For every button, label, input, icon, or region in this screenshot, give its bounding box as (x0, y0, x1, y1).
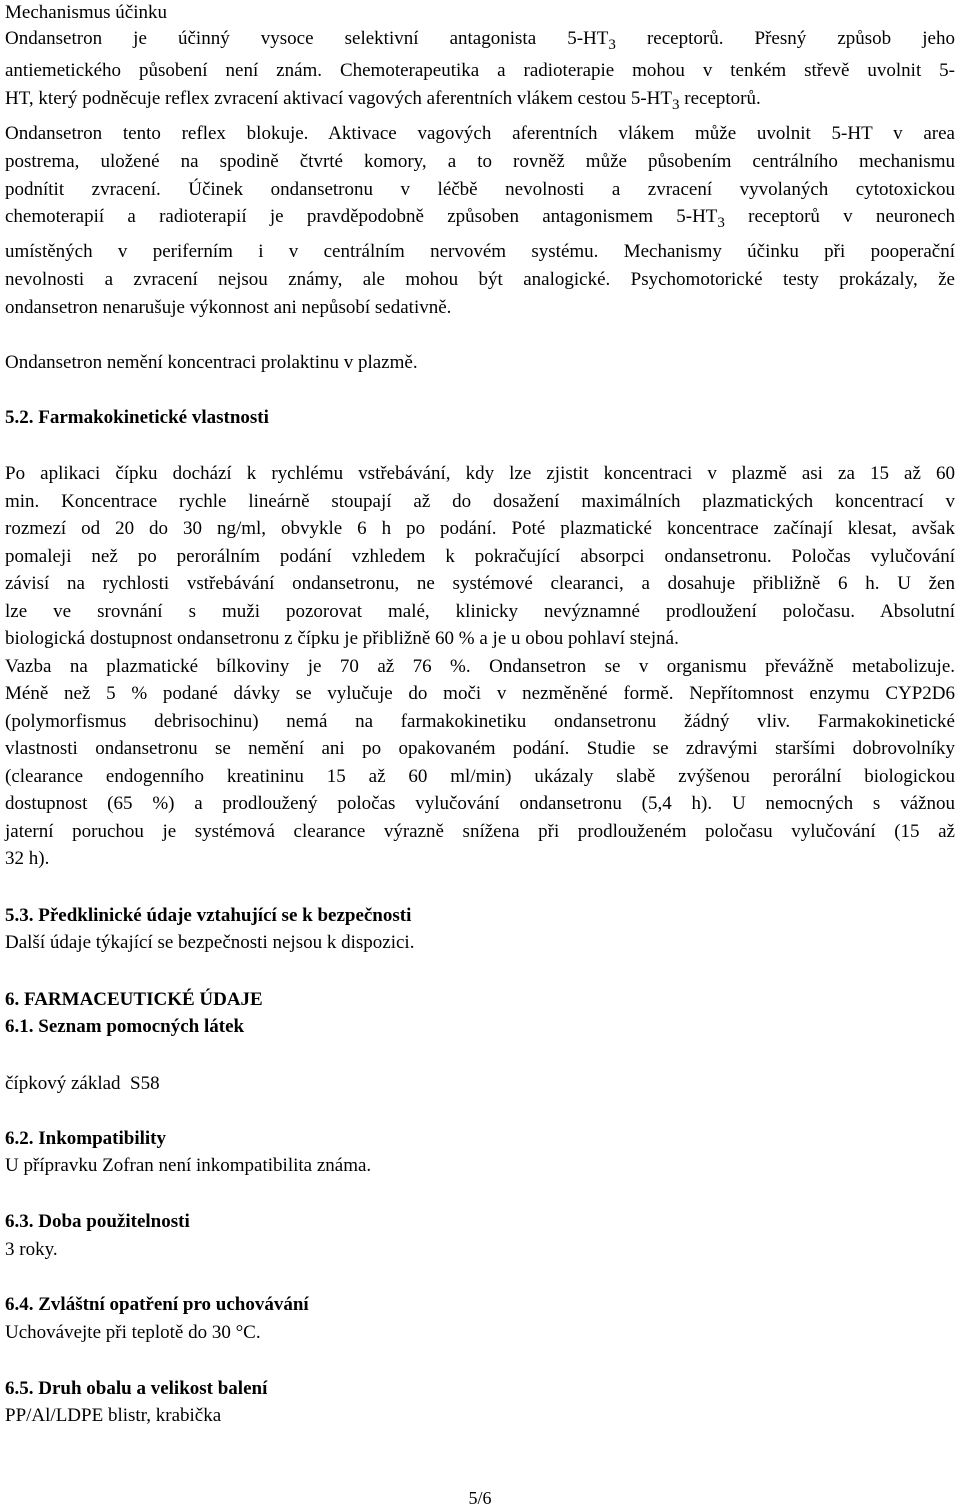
pk-line: Méně než 5 % podané dávky se vylučuje do moči v nezměněné formě. Nepřítomnost enzymu CYP2D6 (5, 683, 955, 704)
subscript: 3 (608, 37, 616, 53)
mechanism-text: chemoterapií a radioterapií je pravděpodobně způsoben antagonismem 5-HT (5, 206, 718, 227)
pk-line: (clearance endogenního kreatininu 15 až 60 ml/min) ukázaly slabě zvýšenou perorální biologickou (5, 766, 955, 787)
mechanism-line-3 (5, 86, 955, 112)
prolactin-text: Ondansetron nemění koncentraci prolaktinu v plazmě. (5, 352, 418, 373)
pk-line: biologická dostupnost ondansetronu z čípku je přibližně 60 % a je u obou pohlaví stejná. (5, 628, 679, 649)
incompat-heading: 6.2. Inkompatibility (5, 1128, 167, 1149)
mechanism-line-10: ondansetron nenarušuje výkonnost ani nepůsobí sedativně. (5, 297, 452, 318)
mechanism-line-1 (5, 26, 955, 52)
shelf-text: 3 roky. (5, 1239, 58, 1260)
pk-line: vlastnosti ondansetronu se nemění ani po opakovaném podání. Studie se zdravými staršími dobrovolníky (5, 738, 955, 759)
pack-text: PP/Al/LDPE blistr, krabička (5, 1405, 222, 1426)
pack-heading: 6.5. Druh obalu a velikost balení (5, 1378, 268, 1399)
pharm-heading: 6. FARMACEUTICKÉ ÚDAJE (5, 989, 263, 1010)
mechanism-line-8: umístěných v periferním i v centrálním nervovém systému. Mechanismy účinku při pooperační (5, 241, 955, 262)
mechanism-text: Ondansetron je účinný vysoce selektivní antagonista 5-HT (5, 28, 609, 49)
mechanism-line-2: antiemetického působení není znám. Chemoterapeutika a radioterapie mohou v tenkém střevě uvolnit 5- (5, 60, 955, 81)
subscript: 3 (672, 97, 680, 113)
page-number: 5/6 (468, 1488, 492, 1508)
pk-line: závisí na rychlosti vstřebávání ondansetronu, ne systémové clearanci, a dosahuje přibližně 6 h. U žen (5, 573, 955, 594)
pk-line: Vazba na plazmatické bílkoviny je 70 až 76 %. Ondansetron se v organismu převážně metabolizuje. (5, 656, 955, 677)
pk-line: rozmezí od 20 do 30 ng/ml, obvykle 6 h po podání. Poté plazmatické koncentrace začínají klesat, avšak (5, 518, 955, 539)
storage-text: Uchovávejte při teplotě do 30 °C. (5, 1322, 261, 1343)
mechanism-text: receptorů. (679, 88, 761, 109)
pk-line: min. Koncentrace rychle lineárně stoupají až do dosažení maximálních plazmatických koncentrací v (5, 491, 955, 512)
mechanism-line-4: Ondansetron tento reflex blokuje. Aktivace vagových aferentních vlákem může uvolnit 5-HT v area (5, 123, 955, 144)
pk-line: lze ve srovnání s muži pozorovat malé, klinicky nevýznamné prodloužení poločasu. Absolutní (5, 601, 955, 622)
mechanism-text: HT, který podněcuje reflex zvracení aktivací vagových aferentních vlákem cestou 5-HT (5, 88, 672, 109)
pk-line: pomaleji než po perorálním podání vzhledem k pokračující absorpci ondansetronu. Poločas vylučování (5, 546, 955, 567)
preclinical-heading: 5.3. Předklinické údaje vztahující se k bezpečnosti (5, 905, 412, 926)
excipients-text: čípkový základ S58 (5, 1073, 160, 1094)
mechanism-text: receptorů. Přesný způsob jeho (615, 28, 955, 49)
mechanism-line-7 (5, 204, 955, 230)
pk-line: (polymorfismus debrisochinu) nemá na farmakokinetiku ondansetronu žádný vliv. Farmakokinetické (5, 711, 955, 732)
preclinical-text: Další údaje týkající se bezpečnosti nejsou k dispozici. (5, 932, 415, 953)
mechanism-text: receptorů v neuronech (724, 206, 955, 227)
mechanism-line-6: podnítit zvracení. Účinek ondansetronu v léčbě nevolnosti a zvracení vyvolaných cytotoxickou (5, 179, 955, 200)
mechanism-line-9: nevolnosti a zvracení nejsou známy, ale mohou být analogické. Psychomotorické testy prokázaly, že (5, 269, 955, 290)
subscript: 3 (717, 215, 725, 231)
shelf-heading: 6.3. Doba použitelnosti (5, 1211, 190, 1232)
pk-line: jaterní poruchou je systémová clearance výrazně snížena při prodlouženém poločasu vylučování (15 až (5, 821, 955, 842)
excipients-heading: 6.1. Seznam pomocných látek (5, 1016, 245, 1037)
pk-line: 32 h). (5, 848, 50, 869)
mechanism-line-5: postrema, uložené na spodině čtvrté komory, a to rovněž může působením centrálního mechanismu (5, 151, 955, 172)
pk-line: dostupnost (65 %) a prodloužený poločas vylučování ondansetronu (5,4 h). U nemocných s vážnou (5, 793, 955, 814)
pk-heading: 5.2. Farmakokinetické vlastnosti (5, 407, 269, 428)
mechanism-heading: Mechanismus účinku (5, 2, 168, 23)
pk-line: Po aplikaci čípku dochází k rychlému vstřebávání, kdy lze zjistit koncentraci v plazmě asi za 15 až 60 (5, 463, 955, 484)
incompat-text: U přípravku Zofran není inkompatibilita známa. (5, 1155, 372, 1176)
storage-heading: 6.4. Zvláštní opatření pro uchovávání (5, 1294, 309, 1315)
